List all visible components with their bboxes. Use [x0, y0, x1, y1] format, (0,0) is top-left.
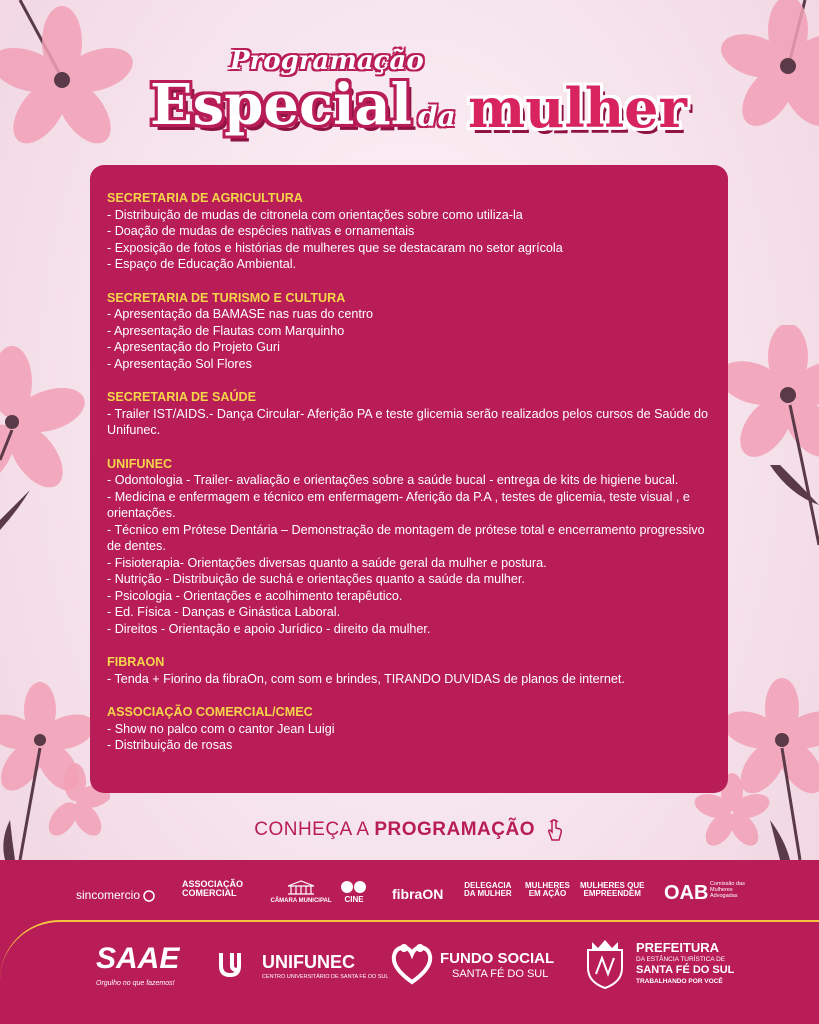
cta-bold: PROGRAMAÇÃO: [374, 819, 535, 841]
camara-building-icon: [286, 880, 316, 896]
section-title: FIBRAON: [107, 655, 165, 669]
logo-fibraon: fibraON: [392, 886, 444, 902]
logo-delegacia-mulher: DELEGACIA DA MULHER: [464, 881, 512, 899]
program-card: [90, 165, 728, 793]
cta-conheca-programacao[interactable]: [0, 818, 819, 842]
page-title: [0, 38, 819, 148]
flower-decoration-mid-left: [0, 330, 100, 530]
section-agricultura: [107, 190, 712, 273]
list-item: - Exposição de fotos e histórias de mulheres que se destacaram no setor agrícola: [107, 240, 563, 255]
section-title: SECRETARIA DE AGRICULTURA: [107, 191, 303, 205]
section-title: ASSOCIAÇÃO COMERCIAL/CMEC: [107, 705, 313, 719]
list-item: - Nutrição - Distribuição de suchá e orientações quanto a saúde da mulher.: [107, 572, 525, 586]
logo-oab-sub: Comissão das Mulheres Advogadas: [710, 881, 745, 899]
logo-camara-municipal: CÂMARA MUNICIPAL: [268, 880, 334, 905]
list-item: - Apresentação de Flautas com Marquinho: [107, 323, 345, 338]
list-item: - Trailer IST/AIDS.- Dança Circular- Aferição PA e teste glicemia serão realizados pelos cursos de Saúde do Unifunec.: [107, 406, 709, 437]
list-item: - Psicologia - Orientações e acolhimento terapêutico.: [107, 588, 403, 603]
section-unifunec: [107, 456, 712, 638]
title-programacao: Programação: [230, 46, 424, 76]
logo-cine: CINE: [340, 880, 368, 905]
fundo-social-heart-icon: [390, 942, 434, 986]
logo-associacao-comercial: ASSOCIAÇÃO COMERCIAL: [182, 879, 244, 899]
sponsors-row-2: [0, 938, 819, 1008]
cine-icon: [340, 880, 368, 894]
logo-saae-sub: Orgulho no que fazemos!: [96, 980, 175, 987]
hand-pointer-icon: [545, 818, 565, 842]
section-turismo-cultura: [107, 290, 712, 373]
logo-prefeitura: PREFEITURA: [636, 940, 720, 955]
unifunec-logo-icon: [218, 950, 258, 978]
section-fibraon: [107, 654, 712, 687]
list-item: - Direitos - Orientação e apoio Jurídico - direito da mulher.: [107, 621, 431, 636]
sponsors-row-1: [0, 878, 819, 914]
footer-sponsors: [0, 860, 819, 1024]
list-item: - Medicina e enfermagem e técnico em enfermagem- Aferição da P.A , testes de glicemia, teste visual , e orientações.: [107, 489, 690, 520]
list-item: - Odontologia - Trailer- avaliação e orientações sobre a saúde bucal - entrega de kits de higiene bucal.: [107, 473, 679, 487]
list-item: - Apresentação Sol Flores: [107, 356, 252, 371]
list-item: - Tenda + Fiorino da fibraOn, com som e brindes, TIRANDO DUVIDAS de planos de internet.: [107, 671, 625, 686]
section-title: UNIFUNEC: [107, 456, 173, 471]
cta-prefix: CONHEÇA A: [254, 819, 375, 841]
sincomercio-icon: [143, 890, 155, 902]
list-item: - Espaço de Educação Ambiental.: [107, 257, 297, 271]
title-mulher: mulher: [468, 76, 687, 140]
flower-decoration-mid-right: [720, 325, 819, 555]
logo-fundo-social: FUNDO SOCIAL: [440, 950, 555, 967]
logo-mulheres-em-acao: MULHERES EM AÇÃO: [525, 881, 570, 899]
title-especial: Especial: [150, 72, 412, 138]
logo-prefeitura-city: SANTA FÉ DO SUL: [636, 964, 735, 976]
logo-saae: SAAE: [96, 942, 180, 975]
logo-fundo-social-city: SANTA FÉ DO SUL: [452, 968, 549, 980]
list-item: - Ed. Física - Danças e Ginástica Laboral.: [107, 605, 341, 619]
prefeitura-coat-of-arms-icon: [582, 938, 628, 990]
logo-unifunec: UNIFUNEC: [262, 952, 355, 972]
logo-sincomercio: sincomercio: [76, 888, 155, 902]
list-item: - Distribuição de mudas de citronela com orientações sobre como utiliza-la: [107, 207, 523, 222]
section-title: SECRETARIA DE TURISMO E CULTURA: [107, 290, 346, 305]
list-item: - Fisioterapia- Orientações diversas quanto a saúde geral da mulher e postura.: [107, 555, 547, 570]
list-item: - Show no palco com o cantor Jean Luigi: [107, 721, 335, 736]
list-item: - Distribuição de rosas: [107, 738, 233, 752]
logo-prefeitura-estancia: DA ESTÂNCIA TURÍSTICA DE: [636, 956, 726, 963]
logo-prefeitura-slogan: TRABALHANDO POR VOCÊ: [636, 978, 723, 985]
list-item: - Apresentação da BAMASE nas ruas do centro: [107, 307, 374, 321]
logo-oab: OAB: [664, 882, 709, 904]
section-saude: [107, 389, 712, 439]
list-item: - Doação de mudas de espécies nativas e ornamentais: [107, 224, 415, 238]
section-title: SECRETARIA DE SAÚDE: [107, 390, 257, 404]
list-item: - Apresentação do Projeto Guri: [107, 340, 280, 354]
section-associacao-comercial: [107, 704, 712, 754]
title-da: da: [418, 100, 456, 133]
logo-unifunec-sub: CENTRO UNIVERSITÁRIO DE SANTA FÉ DO SUL: [262, 974, 389, 980]
list-item: - Técnico em Prótese Dentária – Demonstração de montagem de prótese total e encerramento progressivo de dentes.: [107, 522, 705, 553]
logo-mulheres-que-empreendem: MULHERES QUE EMPREENDEM: [580, 881, 645, 899]
